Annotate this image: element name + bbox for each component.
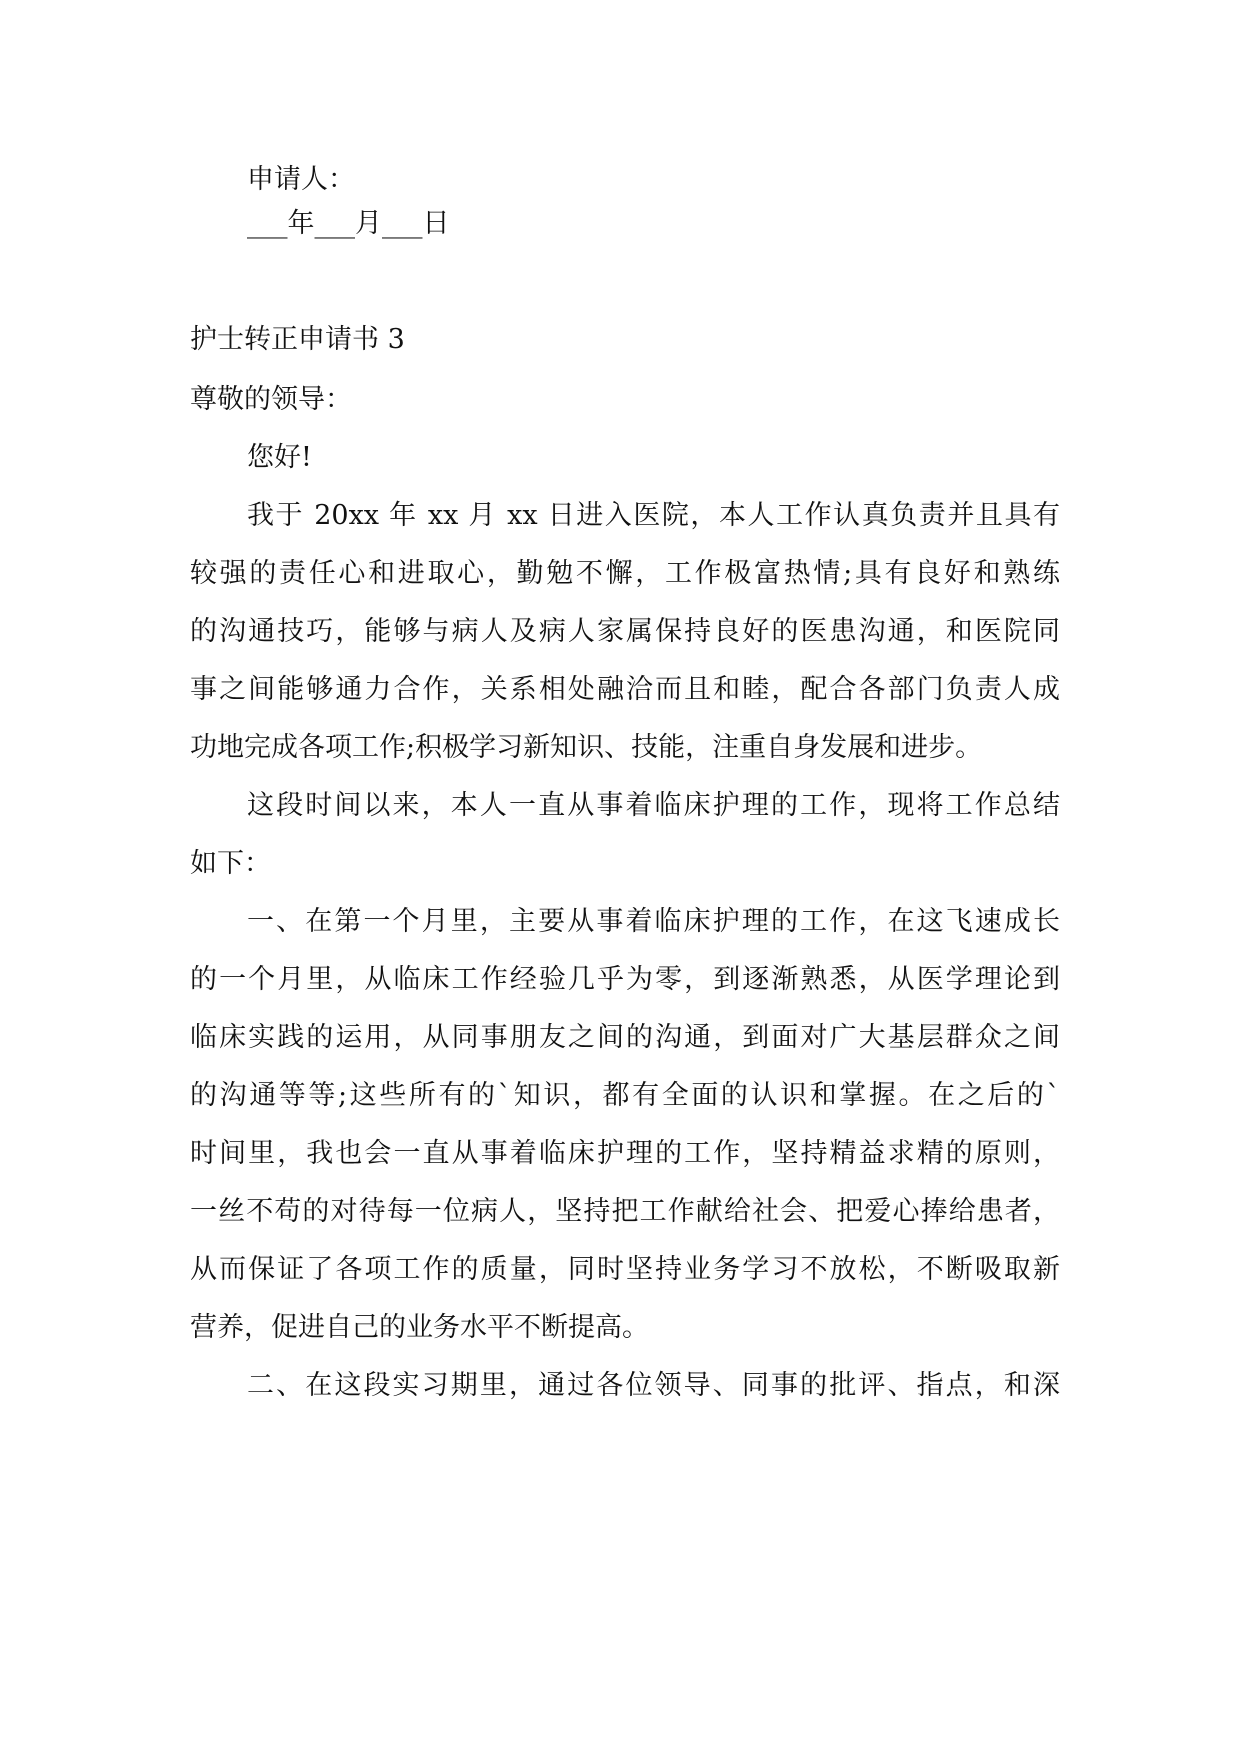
salutation: 尊敬的领导： — [190, 384, 352, 415]
paragraph-line: 时间里，我也会一直从事着临床护理的工作，坚持精益求精的原则， — [190, 1138, 1060, 1169]
paragraph-line: 我于 20xx 年 xx 月 xx 日进入医院，本人工作认真负责并且具有 — [247, 500, 1060, 531]
paragraph-line: 的沟通等等;这些所有的`知识，都有全面的认识和掌握。在之后的` — [190, 1080, 1060, 1111]
document-title: 护士转正申请书 3 — [190, 324, 405, 355]
paragraph-line: 如下： — [190, 848, 271, 879]
paragraph-line: 的沟通技巧，能够与病人及病人家属保持良好的医患沟通，和医院同 — [190, 616, 1060, 647]
date-line: ___年___月___日 — [247, 208, 450, 239]
paragraph-line: 二、在这段实习期里，通过各位领导、同事的批评、指点，和深 — [247, 1370, 1060, 1401]
paragraph-line: 营养，促进自己的业务水平不断提高。 — [190, 1312, 649, 1343]
paragraph-line: 较强的责任心和进取心，勤勉不懈，工作极富热情;具有良好和熟练 — [190, 558, 1060, 589]
paragraph-line: 临床实践的运用，从同事朋友之间的沟通，到面对广大基层群众之间 — [190, 1022, 1060, 1053]
applicant-label: 申请人： — [247, 164, 355, 195]
paragraph-line: 功地完成各项工作;积极学习新知识、技能，注重自身发展和进步。 — [190, 732, 983, 763]
paragraph-line: 这段时间以来，本人一直从事着临床护理的工作，现将工作总结 — [247, 790, 1060, 821]
paragraph-line: 的一个月里，从临床工作经验几乎为零，到逐渐熟悉，从医学理论到 — [190, 964, 1060, 995]
paragraph-line: 从而保证了各项工作的质量，同时坚持业务学习不放松，不断吸取新 — [190, 1254, 1060, 1285]
paragraph-line: 事之间能够通力合作，关系相处融洽而且和睦，配合各部门负责人成 — [190, 674, 1060, 705]
greeting: 您好! — [247, 442, 312, 473]
paragraph-line: 一、在第一个月里，主要从事着临床护理的工作，在这飞速成长 — [247, 906, 1060, 937]
paragraph-line: 一丝不苟的对待每一位病人，坚持把工作献给社会、把爱心捧给患者， — [190, 1196, 1060, 1227]
